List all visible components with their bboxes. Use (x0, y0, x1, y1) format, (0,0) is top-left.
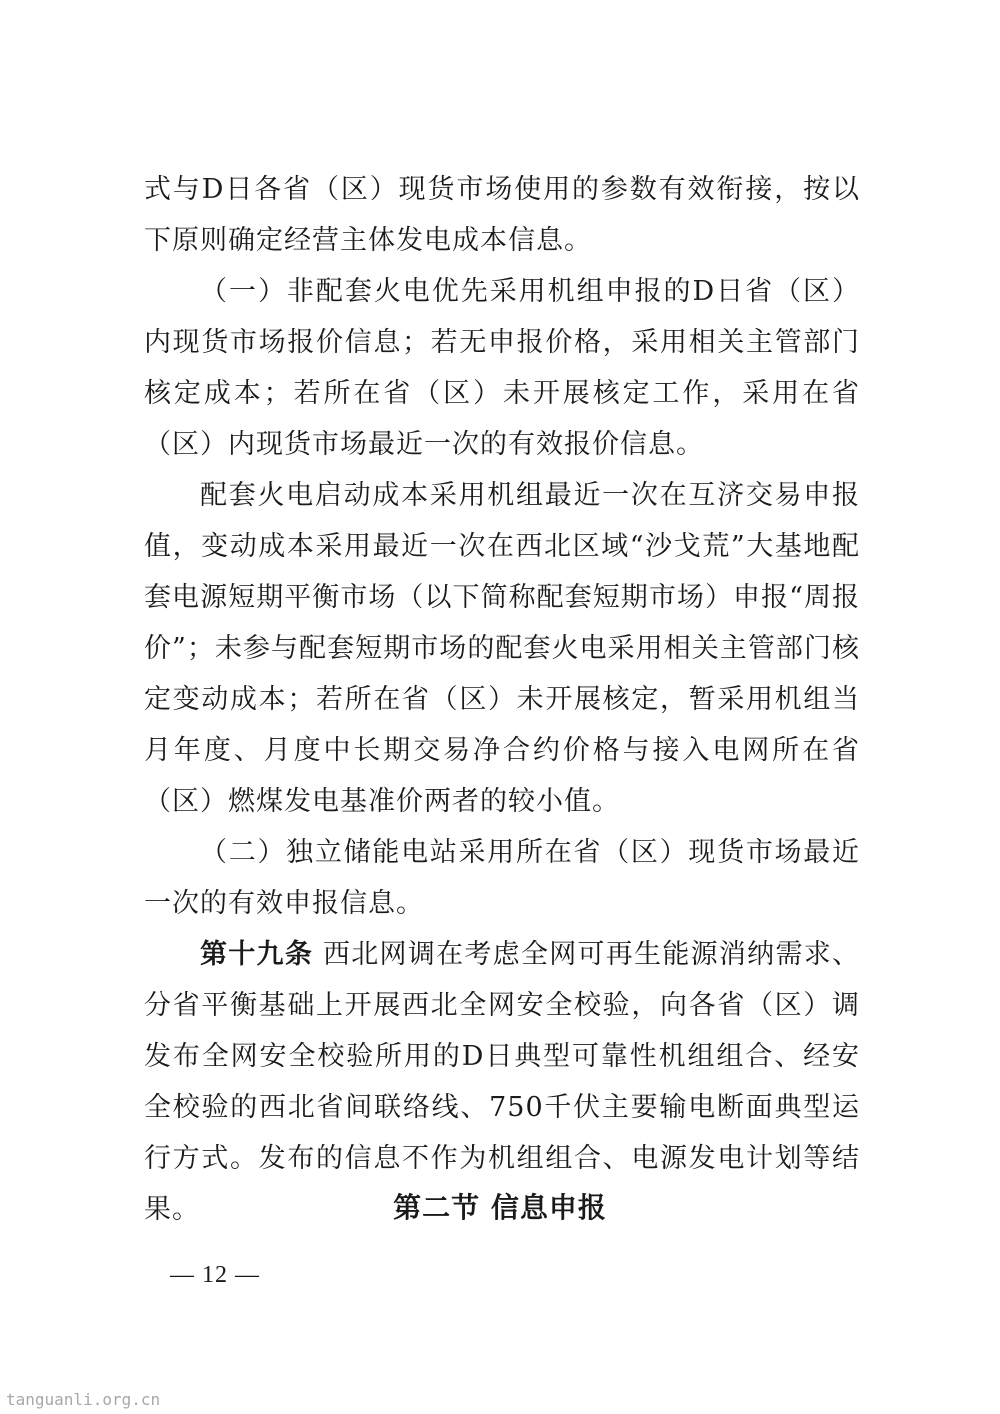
article-number: 第十九条 (200, 939, 314, 970)
paragraph-item-one: （一）非配套火电优先采用机组申报的D日省（区）内现货市场报价信息；若无申报价格，采用相关主管部门核定成本；若所在省（区）未开展核定工作，采用在省（区）内现货市场最近一次的有效报价信息。 (144, 276, 860, 460)
article-text: 西北网调在考虑全网可再生能源消纳需求、分省平衡基础上开展西北全网安全校验，向各省（区）调发布全网安全校验所用的D日典型可靠性机组组合、经安全校验的西北省间联络线、750千伏主要输电断面典型运行方式。发布的信息不作为机组组合、电源发电计划等结果。 (144, 939, 861, 1225)
paragraph-continuation: 式与D日各省（区）现货市场使用的参数有效衔接，按以下原则确定经营主体发电成本信息。 (144, 174, 860, 256)
paragraph-item-two: （二）独立储能电站采用所在省（区）现货市场最近一次的有效申报信息。 (144, 837, 860, 919)
paragraph-supporting-thermal: 配套火电启动成本采用机组最近一次在互济交易申报值，变动成本采用最近一次在西北区域“沙戈荒”大基地配套电源短期平衡市场（以下简称配套短期市场）申报“周报价”；未参与配套短期市场的配套火电采用相关主管部门核定变动成本；若所在省（区）未开展核定，暂采用机组当月年度、月度中长期交易净合约价格与接入电网所在省（区）燃煤发电基准价两者的较小值。 (144, 480, 860, 817)
document-body (144, 164, 860, 1235)
watermark: tanguanli.org.cn (6, 1390, 161, 1409)
page-number: — 12 — (170, 1262, 260, 1288)
section-title: 第二节 信息申报 (393, 1191, 607, 1224)
